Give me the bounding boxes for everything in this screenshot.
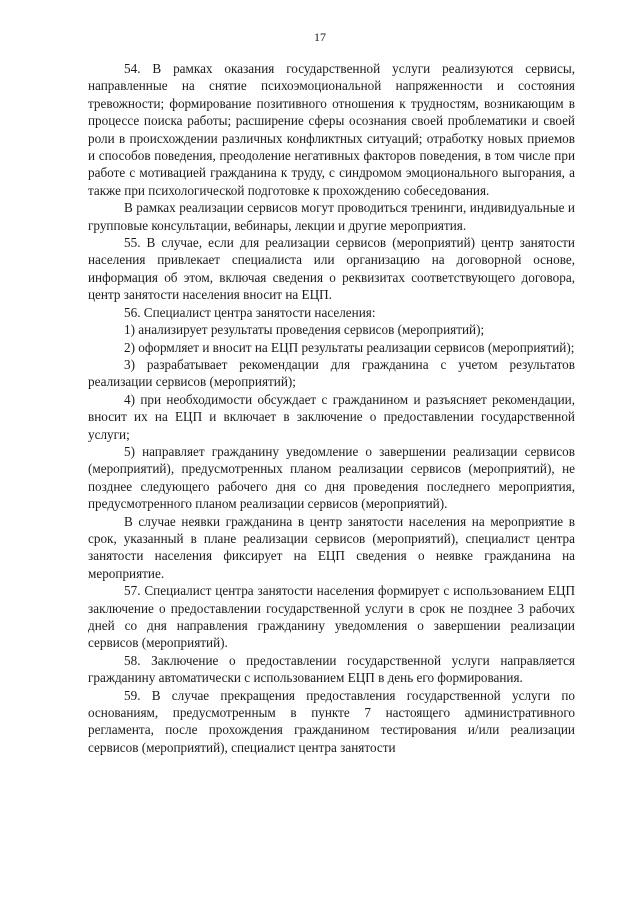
page-number: 17	[314, 30, 326, 44]
paragraph-55: 55. В случае, если для реализации сервисов (мероприятий) центр занятости населения привлекает специалиста или организацию на договорной основе, информация об этом, включая сведения о реквизитах соответствующего договора, центр занятости населения вносит на ЕЦП.	[88, 235, 575, 303]
paragraph-56: 56. Специалист центра занятости населения:	[124, 304, 376, 320]
list-item-5: 5) направляет гражданину уведомление о завершении реализации сервисов (мероприятий), предусмотренных планом реализации сервисов (мероприятий), не позднее следующего рабочего дня со дня проведения последнего мероприятия, предусмотренного планом реализации сервисов (мероприятий).	[88, 443, 575, 512]
paragraph-services-forms: В рамках реализации сервисов могут проводиться тренинги, индивидуальные и групповые консультации, вебинары, лекции и другие мероприятия.	[88, 200, 575, 233]
list-item-2: 2) оформляет и вносит на ЕЦП результаты реализации сервисов (мероприятий);	[124, 339, 575, 355]
paragraph-57: 57. Специалист центра занятости населения формирует с использованием ЕЦП заключение о предоставлении государственной услуги в срок не позднее 3 рабочих дней со дня направления гражданину уведомления о завершении реализации сервисов (мероприятий).	[88, 583, 575, 651]
list-item-4: 4) при необходимости обсуждает с гражданином и разъясняет рекомендации, вносит их на ЕЦП и включает в заключение о предоставлении государственной услуги;	[88, 391, 575, 442]
paragraph-59: 59. В случае прекращения предоставления государственной услуги по основаниям, предусмотренным в пункте 7 настоящего административного регламента, после прохождения гражданином тестирования и/или реализации сервисов (мероприятий), специалист центра занятости	[88, 687, 575, 755]
paragraph-54: 54. В рамках оказания государственной услуги реализуются сервисы, направленные на снятие психоэмоциональной напряженности и состояния тревожности; формирование позитивного отношения к трудностям, возникающим в процессе поиска работы; расширение сферы осознания своей проблематики и своей роли в происхождении различных конфликтных ситуаций; отработку новых приемов и способов поведения, преодоление негативных факторов поведения, в том числе при работе с мотивацией гражданина к труду, с синдромом эмоционального выгорания, а также при психологической подготовке к прохождению собеседования.	[88, 61, 575, 198]
list-item-3: 3) разрабатывает рекомендации для гражданина с учетом результатов реализации сервисов (мероприятий);	[88, 356, 575, 390]
document-body	[88, 60, 575, 756]
paragraph-58: 58. Заключение о предоставлении государственной услуги направляется гражданину автоматически с использованием ЕЦП в день его формирования.	[88, 652, 575, 686]
paragraph-no-show: В случае неявки гражданина в центр занятости населения на мероприятие в срок, указанный в плане реализации сервисов (мероприятий), специалист центра занятости населения фиксирует на ЕЦП сведения о неявке гражданина на мероприятие.	[88, 513, 575, 581]
list-item-1: 1) анализирует результаты проведения сервисов (мероприятий);	[124, 322, 485, 338]
